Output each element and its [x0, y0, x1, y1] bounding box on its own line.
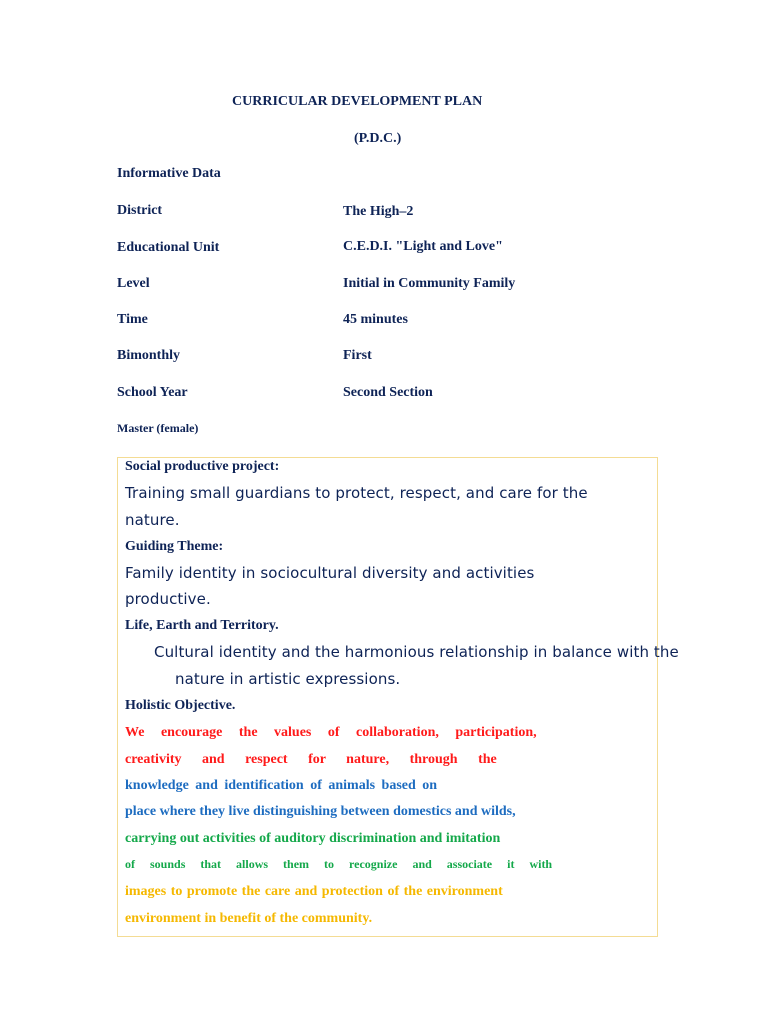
territory-heading: Life, Earth and Territory.	[125, 618, 279, 633]
time-label: Time	[117, 312, 148, 327]
territory-text-line-1: Cultural identity and the harmonious relationship in balance with the	[154, 643, 679, 661]
informative-data-heading: Informative Data	[117, 166, 221, 181]
objective-line-4: place where they live distinguishing between domestics and wilds,	[125, 804, 516, 819]
educational-unit-value: C.E.D.I. "Light and Love"	[343, 239, 503, 254]
project-heading: Social productive project:	[125, 459, 280, 474]
plan-details-box	[117, 457, 679, 937]
holistic-objective-heading: Holistic Objective.	[125, 698, 236, 713]
level-label: Level	[117, 276, 150, 291]
project-text-line-2: nature.	[125, 511, 180, 529]
school-year-label: School Year	[117, 385, 188, 400]
objective-line-6: of sounds that allows them to recognize and associate it with	[125, 857, 553, 871]
bimonthly-value: First	[343, 348, 372, 363]
school-year-value: Second Section	[343, 385, 433, 400]
level-value: Initial in Community Family	[343, 276, 516, 291]
theme-text-line-1: Family identity in sociocultural diversity and activities	[125, 564, 535, 582]
bimonthly-label: Bimonthly	[117, 348, 181, 363]
objective-line-2: creativity and respect for nature, through the	[125, 752, 497, 767]
objective-line-8: environment in benefit of the community.	[125, 911, 373, 926]
project-text-line-1: Training small guardians to protect, respect, and care for the	[125, 484, 588, 502]
theme-text-line-2: productive.	[125, 590, 211, 608]
page-subtitle: (P.D.C.)	[354, 131, 402, 146]
guiding-theme-heading: Guiding Theme:	[125, 539, 224, 554]
page-title: CURRICULAR DEVELOPMENT PLAN	[232, 94, 483, 109]
territory-bullet-line-1	[154, 643, 679, 661]
territory-text-line-2: nature in artistic expressions.	[175, 670, 401, 688]
objective-line-5: carrying out activities of auditory discrimination and imitation	[125, 831, 501, 846]
objective-line-1: We encourage the values of collaboration, participation,	[125, 725, 537, 740]
objective-line-3: knowledge and identification of animals based on	[125, 778, 438, 793]
time-value: 45 minutes	[343, 312, 408, 327]
district-label: District	[117, 203, 163, 218]
district-value: The High–2	[343, 204, 414, 219]
objective-line-7: images to promote the care and protection of the environment	[125, 884, 503, 899]
educational-unit-label: Educational Unit	[117, 240, 220, 255]
master-label: Master (female)	[117, 421, 199, 435]
